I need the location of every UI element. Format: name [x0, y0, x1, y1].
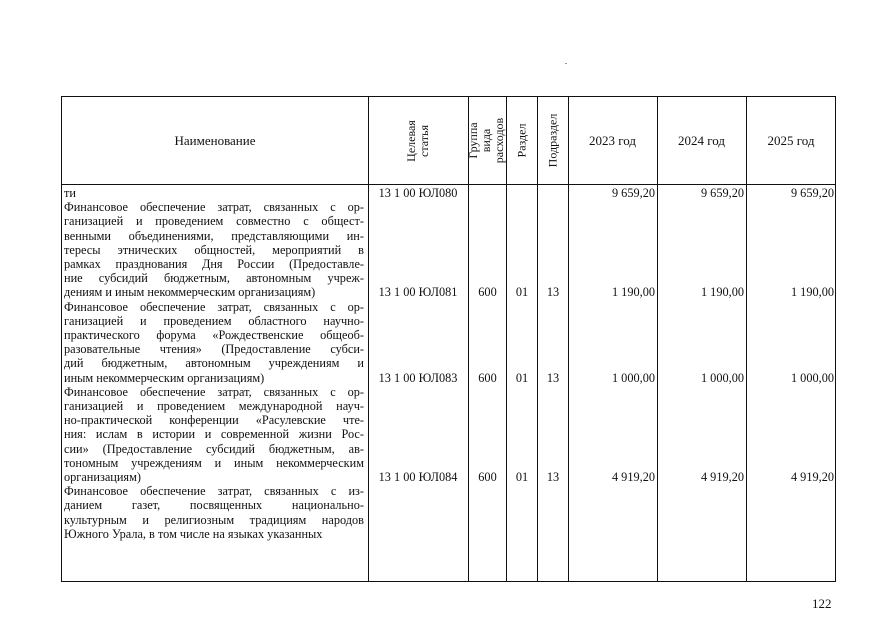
cell-y2024: 4 919,20 — [700, 470, 744, 484]
header-year-2025: 2025 год — [767, 132, 815, 148]
cell-y2023: 9 659,20 — [611, 186, 655, 200]
cell-y2024: 1 190,00 — [700, 285, 744, 300]
cell-y2023: 1 190,00 — [611, 285, 655, 300]
cell-section: 01 — [515, 470, 529, 484]
description-line: тересы этнических общностей, мероприятий в — [64, 242, 364, 257]
cell-subsection: 13 — [546, 285, 560, 300]
description-line: ти — [64, 186, 76, 200]
header-expense-group: Группа вида расходов — [466, 117, 507, 164]
header-year-2024: 2024 год — [678, 132, 725, 148]
cell-subsection: 13 — [546, 470, 560, 484]
cell-y2025: 9 659,20 — [790, 186, 834, 200]
header-year-2023: 2023 год — [589, 132, 636, 148]
cell-y2023: 1 000,00 — [611, 370, 655, 385]
cell-subsection: 13 — [546, 370, 560, 385]
header-target-article: Целевая статья — [404, 119, 431, 162]
description-line: рамках празднования Дня России (Предоставле- — [64, 257, 364, 272]
description-line: практического форума «Рождественские общеоб- — [64, 328, 364, 342]
cell-code: 13 1 00 ЮЛ081 — [378, 285, 458, 300]
cell-y2025: 4 919,20 — [790, 470, 834, 484]
description-line: данием газет, посвященных национально- — [64, 498, 364, 513]
cell-y2025: 1 000,00 — [790, 370, 834, 385]
cell-y2024: 1 000,00 — [700, 370, 744, 385]
description-line: организациям) — [64, 470, 141, 485]
cell-section: 01 — [515, 285, 529, 300]
cell-group: 600 — [478, 285, 497, 300]
description-line: ганизацией и проведением совместно с общест- — [64, 214, 364, 229]
description-line: ния: ислам в истории и современной жизни Рос- — [64, 427, 364, 442]
cell-code: 13 1 00 ЮЛ080 — [378, 186, 458, 200]
description-line: сии» (Предоставление субсидий бюджетным, ав- — [64, 441, 364, 456]
description-line: ние субсидий бюджетным, автономным учреж- — [64, 271, 364, 286]
cell-section: 01 — [515, 370, 529, 385]
header-subsection: Подраздел — [545, 113, 560, 168]
description-line: культурным и религиозным традициям народов — [64, 512, 364, 527]
row-description — [64, 186, 364, 300]
description-line: но-практической конференции «Расулевские чте- — [64, 413, 364, 428]
page-number: 122 — [812, 596, 832, 611]
description-line: Финансовое обеспечение затрат, связанных с ор- — [64, 200, 364, 215]
description-line: Финансовое обеспечение затрат, связанных с ор- — [64, 384, 364, 399]
budget-table — [61, 96, 836, 582]
description-line: Финансовое обеспечение затрат, связанных с из- — [64, 484, 364, 499]
header-divider — [62, 184, 835, 185]
cell-group: 600 — [478, 470, 497, 484]
description-line: иным некоммерческим организациям) — [64, 370, 265, 385]
header-name: Наименование — [174, 132, 256, 148]
description-line: дениям и иным некоммерческим организациям) — [64, 285, 316, 300]
cell-code: 13 1 00 ЮЛ084 — [378, 470, 458, 484]
description-line: Южного Урала, в том числе на языках указанных — [64, 526, 323, 541]
description-line: ганизацией и проведением областного научно- — [64, 313, 364, 328]
description-line: Финансовое обеспечение затрат, связанных с ор- — [64, 299, 364, 314]
cell-code: 13 1 00 ЮЛ083 — [378, 370, 458, 385]
scan-speck — [565, 63, 567, 64]
cell-group: 600 — [478, 370, 497, 385]
description-line: венными объединениями, представляющими ин- — [64, 228, 364, 243]
cell-y2024: 9 659,20 — [700, 186, 744, 200]
header-section: Раздел — [514, 123, 529, 158]
row-description — [64, 300, 364, 385]
description-line: дий бюджетным, автономным учреждениям и — [64, 356, 364, 371]
row-description — [64, 484, 364, 541]
cell-y2023: 4 919,20 — [611, 470, 655, 484]
cell-y2025: 1 190,00 — [790, 285, 834, 300]
description-line: тономным учреждениям и иным некоммерческим — [64, 455, 364, 470]
description-line: разовательные чтения» (Предоставление субси- — [64, 342, 364, 357]
row-description — [64, 385, 364, 484]
description-line: ганизацией и проведением международной науч- — [64, 399, 364, 413]
